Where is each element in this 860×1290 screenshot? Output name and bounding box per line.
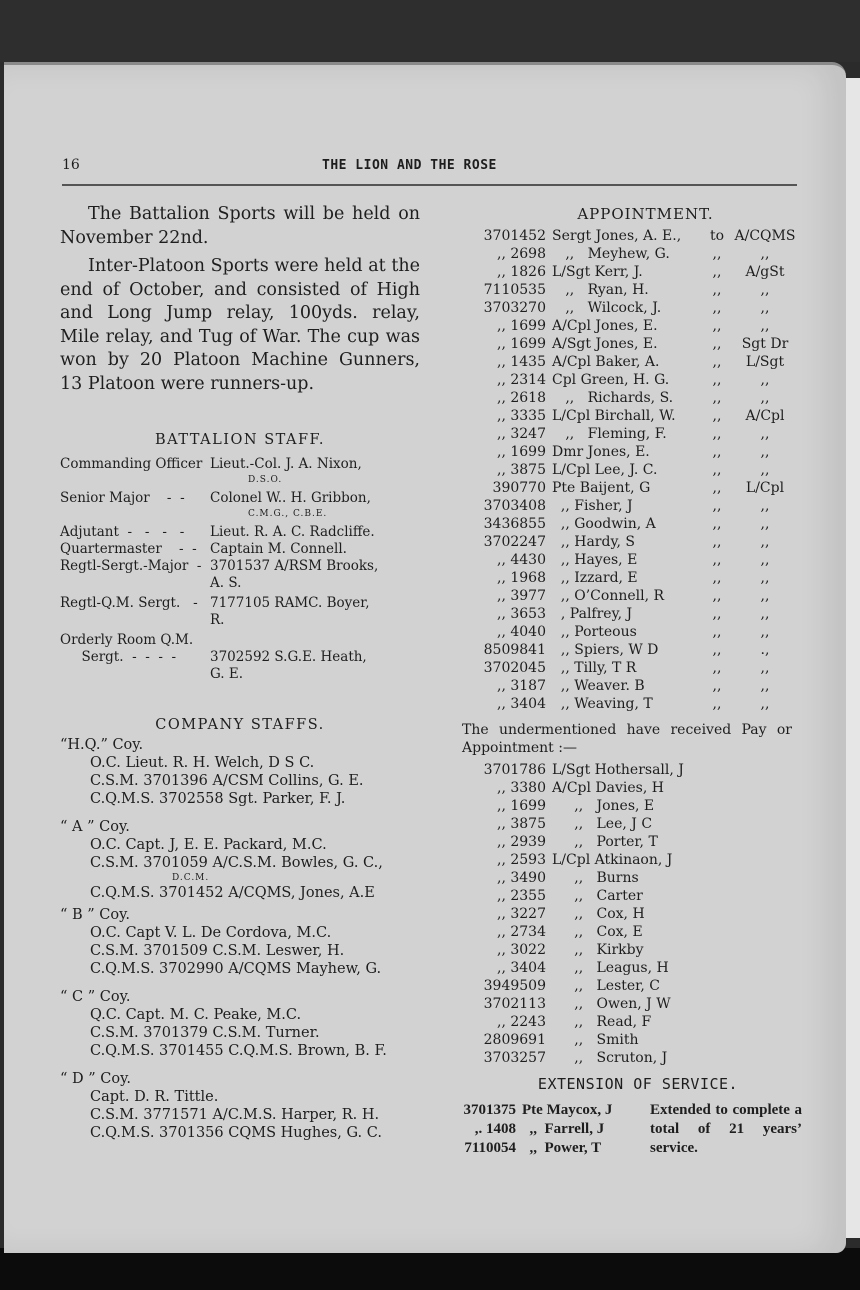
pay-row: [468, 869, 808, 887]
soldier-name: ,, Spiers, W D: [552, 642, 659, 658]
service-number: ,. 1408: [474, 1121, 516, 1137]
soldier-name: ,, Ryan, H.: [552, 282, 649, 298]
to-marker: ,,: [712, 264, 722, 280]
to-marker: ,,: [712, 282, 722, 298]
new-rank: ,,: [760, 246, 770, 262]
pay-row: [468, 761, 808, 779]
appointment-row: [468, 281, 808, 299]
pay-row: [468, 815, 808, 833]
staff-role: Regtl-Q.M. Sergt. -: [60, 595, 198, 611]
company-staffs-title: COMPANY STAFFS.: [155, 717, 325, 733]
company-line: C.S.M. 3771571 A/C.M.S. Harper, R. H.: [90, 1107, 380, 1123]
appointment-row: [468, 227, 808, 245]
new-rank: ,,: [760, 534, 770, 550]
company-heading: “ A ” Coy.: [60, 819, 130, 835]
staff-cont-row: [60, 612, 420, 629]
appointment-row: [468, 623, 808, 641]
to-marker: ,,: [712, 300, 722, 316]
staff-role: Sergt. - - - -: [60, 649, 177, 665]
soldier-name: L/Sgt Hothersall, J: [552, 762, 684, 778]
soldier-name: Cpl Green, H. G.: [552, 372, 670, 388]
staff-row: [60, 595, 420, 612]
service-number: ,, 2355: [497, 888, 546, 904]
company-line: C.Q.M.S. 3701452 A/CQMS, Jones, A.E: [90, 885, 375, 901]
backdrop-bottom: [0, 1248, 860, 1290]
to-marker: ,,: [712, 678, 722, 694]
to-marker: ,,: [712, 498, 722, 514]
service-number: 3702247: [483, 534, 546, 550]
new-rank: A/Cpl: [745, 408, 785, 424]
spacer: [60, 473, 210, 487]
to-marker: ,,: [712, 246, 722, 262]
pay-row: [468, 1049, 808, 1067]
appointment-row: [468, 371, 808, 389]
service-number: 390770: [492, 480, 546, 496]
to-marker: ,,: [712, 318, 722, 334]
new-rank: ,,: [760, 588, 770, 604]
soldier-name: Dmr Jones, E.: [552, 444, 650, 460]
to-marker: ,,: [712, 570, 722, 586]
pay-row: [468, 851, 808, 869]
company-line: C.S.M. 3701379 C.S.M. Turner.: [90, 1025, 320, 1041]
company-line: C.S.M. 3701059 A/C.S.M. Bowles, G. C.,: [90, 855, 383, 871]
soldier-name: ,, Meyhew, G.: [552, 246, 670, 262]
company-line: C.Q.M.S. 3701455 C.Q.M.S. Brown, B. F.: [90, 1043, 387, 1059]
service-number: ,, 3404: [497, 696, 546, 712]
new-rank: ,,: [760, 678, 770, 694]
right-column: [462, 205, 808, 1158]
soldier-name: L/Cpl Atkinaon, J: [552, 852, 673, 868]
company-line: C.S.M. 3701396 A/CSM Collins, G. E.: [90, 773, 364, 789]
spacer: [60, 507, 210, 521]
pay-row: [468, 797, 808, 815]
to-marker: ,,: [712, 444, 722, 460]
new-rank: .,: [760, 642, 770, 658]
staff-role: Senior Major - -: [60, 490, 185, 506]
pay-row: [468, 923, 808, 941]
pay-row: [468, 977, 808, 995]
to-marker: ,,: [712, 372, 722, 388]
company-line: C.Q.M.S. 3702558 Sgt. Parker, F. J.: [90, 791, 346, 807]
service-number: 3436855: [483, 516, 546, 532]
soldier-name: ,, Wilcock, J.: [552, 300, 662, 316]
appointment-row: [468, 569, 808, 587]
new-rank: A/gSt: [745, 264, 785, 280]
new-rank: ,,: [760, 516, 770, 532]
service-number: 3703270: [483, 300, 546, 316]
new-rank: ,,: [760, 444, 770, 460]
to-marker: ,,: [712, 480, 722, 496]
service-number: ,, 4040: [497, 624, 546, 640]
pay-row: [468, 905, 808, 923]
new-rank: L/Sgt: [745, 354, 785, 370]
to-marker: to: [709, 228, 725, 244]
new-rank: L/Cpl: [745, 480, 785, 496]
new-rank: ,,: [760, 318, 770, 334]
new-rank: ,,: [760, 498, 770, 514]
soldier-name: ,, Hardy, S: [552, 534, 636, 550]
new-rank: ,,: [760, 300, 770, 316]
appointment-row: [468, 659, 808, 677]
service-number: ,, 3380: [497, 780, 546, 796]
to-marker: ,,: [712, 336, 722, 352]
appointment-row: [468, 677, 808, 695]
soldier-name: ,, Read, F: [552, 1014, 652, 1030]
new-rank: ,,: [760, 624, 770, 640]
new-rank: ,,: [760, 282, 770, 298]
soldier-name: ,, Weaver. B: [552, 678, 645, 694]
soldier-name: ,, Kirkby: [552, 942, 644, 958]
extension-title: EXTENSION OF SERVICE.: [537, 1075, 739, 1093]
battalion-staff-list: [60, 456, 420, 683]
service-number: ,, 2939: [497, 834, 546, 850]
spacer: [60, 612, 210, 629]
staff-name-cont: R.: [210, 612, 225, 628]
pay-row: [468, 1031, 808, 1049]
soldier-name: ,, O’Connell, R: [552, 588, 665, 604]
staff-role: Adjutant - - - -: [60, 524, 185, 540]
spacer: [60, 575, 210, 592]
soldier-name: Sergt Jones, A. E.,: [552, 228, 682, 244]
company-heading: “ D ” Coy.: [60, 1071, 131, 1087]
service-number: ,, 2734: [497, 924, 546, 940]
to-marker: ,,: [712, 462, 722, 478]
staff-name: [210, 632, 420, 649]
staff-row: [60, 490, 420, 507]
service-number: ,, 3977: [497, 588, 546, 604]
company-block: [60, 818, 420, 902]
soldier-name: L/Cpl Birchall, W.: [552, 408, 676, 424]
company-heading: “H.Q.” Coy.: [60, 737, 144, 753]
soldier-name: ,, Lester, C: [552, 978, 660, 994]
service-number: ,, 2243: [497, 1014, 546, 1030]
service-number: 2809691: [483, 1032, 546, 1048]
soldier-name: ,, Hayes, E: [552, 552, 638, 568]
to-marker: ,,: [712, 642, 722, 658]
appointment-list: [468, 227, 808, 713]
new-rank: ,,: [760, 426, 770, 442]
soldier-name: ,, Jones, E: [552, 798, 655, 814]
new-rank: ,,: [760, 552, 770, 568]
service-number: ,, 2593: [497, 852, 546, 868]
appointment-row: [468, 353, 808, 371]
service-number: ,, 3653: [497, 606, 546, 622]
appointment-row: [468, 695, 808, 713]
paragraph-sports-date: The Battalion Sports will be held on November 22nd.: [60, 204, 420, 248]
appointment-row: [468, 461, 808, 479]
service-number: 7110535: [483, 282, 546, 298]
service-number: 3702045: [483, 660, 546, 676]
to-marker: ,,: [712, 696, 722, 712]
staff-honours-row: [60, 507, 420, 521]
extension-block: [450, 1101, 808, 1158]
staff-role: Quartermaster - -: [60, 541, 197, 557]
new-rank: ,,: [760, 606, 770, 622]
staff-row: [60, 649, 420, 666]
company-staffs-list: [60, 736, 420, 1142]
staff-honours: C.M.G., C.B.E.: [248, 509, 328, 519]
service-number: 3702113: [483, 996, 546, 1012]
service-number: ,, 2314: [497, 372, 546, 388]
soldier-name: ,, Weaving, T: [552, 696, 653, 712]
to-marker: ,,: [712, 390, 722, 406]
soldier-name: ,, Smith: [552, 1032, 639, 1048]
new-rank: ,,: [760, 372, 770, 388]
company-block: [60, 1070, 420, 1142]
service-number: ,, 3187: [497, 678, 546, 694]
company-block: [60, 736, 420, 808]
service-number: ,, 3875: [497, 816, 546, 832]
soldier-name: ,, Burns: [552, 870, 639, 886]
pay-row: [468, 1013, 808, 1031]
appointment-row: [468, 335, 808, 353]
soldier-name: ,, Cox, H: [552, 906, 645, 922]
new-rank: ,,: [760, 696, 770, 712]
staff-name: Lieut.-Col. J. A. Nixon,: [210, 456, 362, 472]
company-heading: “ C ” Coy.: [60, 989, 131, 1005]
staff-name: Captain M. Connell.: [210, 541, 347, 557]
soldier-name: ,, Lee, J C: [552, 816, 653, 832]
appointment-row: [468, 533, 808, 551]
company-block: [60, 988, 420, 1060]
appointment-row: [468, 497, 808, 515]
company-line: O.C. Capt V. L. De Cordova, M.C.: [90, 925, 332, 941]
soldier-name: ,, Owen, J W: [552, 996, 671, 1012]
staff-name: Colonel W.. H. Gribbon,: [210, 490, 371, 506]
company-line: Q.C. Capt. M. C. Peake, M.C.: [90, 1007, 302, 1023]
new-rank: ,,: [760, 390, 770, 406]
appointment-row: [468, 407, 808, 425]
company-block: [60, 906, 420, 978]
backdrop-top: [0, 0, 860, 62]
staff-row: [60, 524, 420, 541]
service-number: ,, 3227: [497, 906, 546, 922]
page-number: 16: [62, 157, 80, 173]
appointment-row: [468, 245, 808, 263]
to-marker: ,,: [712, 408, 722, 424]
service-number: ,, 1968: [497, 570, 546, 586]
service-number: ,, 1699: [497, 336, 546, 352]
service-number: 3949509: [483, 978, 546, 994]
to-marker: ,,: [712, 624, 722, 640]
appointment-row: [468, 317, 808, 335]
to-marker: ,,: [712, 354, 722, 370]
company-line: C.Q.M.S. 3701356 CQMS Hughes, G. C.: [90, 1125, 382, 1141]
appointment-row: [468, 443, 808, 461]
staff-role: Commanding Officer: [60, 456, 203, 472]
soldier-name: L/Cpl Lee, J. C.: [552, 462, 658, 478]
service-number: 3701375: [463, 1102, 516, 1118]
soldier-name: Pte Baijent, G: [552, 480, 651, 496]
soldier-name: , Palfrey, J: [552, 606, 633, 622]
appointment-row: [468, 479, 808, 497]
soldier-name: ,, Leagus, H: [552, 960, 669, 976]
staff-name: 7177105 RAMC. Boyer,: [210, 595, 370, 611]
staff-row: [60, 558, 420, 575]
service-number: ,, 3022: [497, 942, 546, 958]
staff-name: 3702592 S.G.E. Heath,: [210, 649, 367, 665]
soldier-name: ,, Richards, S.: [552, 390, 674, 406]
staff-honours-row: [60, 473, 420, 487]
to-marker: ,,: [712, 606, 722, 622]
paragraph-inter-platoon: Inter-Platoon Sports were held at the end of October, and consisted of High and Long Jump relay, 100yds. relay, Mile relay, and Tug of War. The cup was won by 20 Platoon Machine Gunners, 13 Platoon were runners-up.: [60, 256, 420, 394]
soldier-name: ,, Fleming, F.: [552, 426, 667, 442]
appointment-row: [468, 641, 808, 659]
extension-note: Extended to complete a total of 21 years’ service.: [650, 1102, 802, 1156]
soldier-name: ,, Fisher, J: [552, 498, 633, 514]
company-line: C.S.M. 3701509 C.S.M. Leswer, H.: [90, 943, 345, 959]
staff-role: Orderly Room Q.M.: [60, 632, 194, 648]
service-number: ,, 1699: [497, 444, 546, 460]
running-head: [62, 157, 797, 179]
soldier-name: A/Cpl Baker, A.: [552, 354, 660, 370]
staff-row: [60, 456, 420, 473]
soldier-name: L/Sgt Kerr, J.: [552, 264, 643, 280]
staff-name-cont: A. S.: [210, 575, 242, 591]
soldier-name: A/Cpl Davies, H: [552, 780, 664, 796]
pay-list: [468, 761, 808, 1067]
spacer: [60, 666, 210, 683]
new-rank: ,,: [760, 462, 770, 478]
service-number: 3701786: [483, 762, 546, 778]
staff-cont-row: [60, 666, 420, 683]
pay-row: [468, 995, 808, 1013]
staff-row: [60, 632, 420, 649]
staff-name: 3701537 A/RSM Brooks,: [210, 558, 379, 574]
pay-row: [468, 779, 808, 797]
service-number: ,, 3404: [497, 960, 546, 976]
to-marker: ,,: [712, 552, 722, 568]
new-rank: Sgt Dr: [741, 336, 789, 352]
soldier-name: ,, Goodwin, A: [552, 516, 656, 532]
appointment-row: [468, 515, 808, 533]
service-number: ,, 1699: [497, 798, 546, 814]
soldier-name: A/Cpl Jones, E.: [552, 318, 658, 334]
appointment-row: [468, 299, 808, 317]
soldier-name: ,, Scruton, J: [552, 1050, 668, 1066]
soldier-name: Pte Maycox, J: [522, 1102, 613, 1118]
soldier-name: ,, Tilly, T R: [552, 660, 637, 676]
to-marker: ,,: [712, 660, 722, 676]
service-number: ,, 2618: [497, 390, 546, 406]
company-line: O.C. Capt. J, E. E. Packard, M.C.: [90, 837, 327, 853]
soldier-name: ,, Izzard, E: [552, 570, 638, 586]
staff-cont-row: [60, 575, 420, 592]
appointment-row: [468, 425, 808, 443]
appointment-title: APPOINTMENT.: [577, 205, 714, 223]
service-number: ,, 3490: [497, 870, 546, 886]
soldier-name: ,, Porteous: [552, 624, 637, 640]
to-marker: ,,: [712, 516, 722, 532]
service-number: 3703408: [483, 498, 546, 514]
to-marker: ,,: [712, 534, 722, 550]
service-number: 8509841: [483, 642, 546, 658]
left-column: [60, 203, 420, 1142]
to-marker: ,,: [712, 588, 722, 604]
new-rank: ,,: [760, 570, 770, 586]
battalion-staff-title: BATTALION STAFF.: [155, 432, 325, 448]
service-number: 3701452: [483, 228, 546, 244]
staff-name-cont: G. E.: [210, 666, 244, 682]
appointment-row: [468, 389, 808, 407]
appointment-row: [468, 587, 808, 605]
page-edge: [846, 78, 860, 1238]
pay-row: [468, 959, 808, 977]
pay-row: [468, 887, 808, 905]
pay-row: [468, 833, 808, 851]
running-title: THE LION AND THE ROSE: [322, 158, 497, 173]
soldier-name: A/Sgt Jones, E.: [552, 336, 658, 352]
company-honours: D.C.M.: [172, 873, 210, 883]
soldier-name: ,, Power, T: [522, 1140, 602, 1156]
new-rank: ,,: [760, 660, 770, 676]
company-line: Capt. D. R. Tittle.: [90, 1089, 219, 1105]
service-number: ,, 1435: [497, 354, 546, 370]
pay-intro: The undermentioned have received Pay or Appointment :—: [462, 722, 792, 756]
service-number: ,, 4430: [497, 552, 546, 568]
pay-row: [468, 941, 808, 959]
new-rank: A/CQMS: [734, 228, 796, 244]
appointment-row: [468, 605, 808, 623]
company-line: O.C. Lieut. R. H. Welch, D S C.: [90, 755, 315, 771]
soldier-name: ,, Cox, E: [552, 924, 643, 940]
service-number: ,, 3247: [497, 426, 546, 442]
staff-row: [60, 541, 420, 558]
to-marker: ,,: [712, 426, 722, 442]
staff-role: Regtl-Sergt.-Major -: [60, 558, 202, 574]
company-line: C.Q.M.S. 3702990 A/CQMS Mayhew, G.: [90, 961, 382, 977]
service-number: ,, 1826: [497, 264, 546, 280]
company-heading: “ B ” Coy.: [60, 907, 131, 923]
appointment-row: [468, 551, 808, 569]
service-number: 7110054: [464, 1140, 516, 1156]
soldier-name: ,, Farrell, J: [522, 1121, 605, 1137]
staff-name: Lieut. R. A. C. Radcliffe.: [210, 524, 375, 540]
service-number: ,, 3335: [497, 408, 546, 424]
service-number: 3703257: [483, 1050, 546, 1066]
header-rule: [62, 184, 797, 186]
service-number: ,, 2698: [497, 246, 546, 262]
soldier-name: ,, Carter: [552, 888, 643, 904]
appointment-row: [468, 263, 808, 281]
soldier-name: ,, Porter, T: [552, 834, 658, 850]
service-number: ,, 3875: [497, 462, 546, 478]
service-number: ,, 1699: [497, 318, 546, 334]
staff-honours: D.S.O.: [248, 475, 283, 485]
